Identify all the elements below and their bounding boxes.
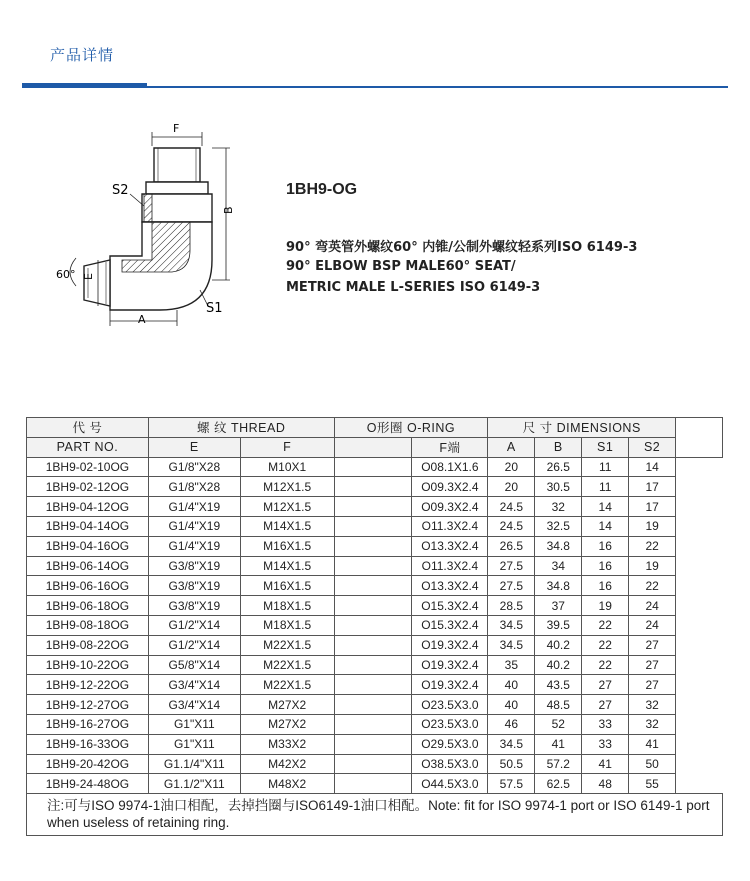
cell-dim-s1: 11 — [582, 477, 629, 497]
label-angle: 60° — [56, 268, 76, 281]
cell-dim-b: 34.8 — [535, 536, 582, 556]
cell-part-no: 1BH9-06-16OG — [27, 576, 149, 596]
cell-dim-b: 32 — [535, 497, 582, 517]
cell-oring — [334, 615, 412, 635]
table-row — [27, 695, 723, 715]
cell-thread-e: G3/8"X19 — [148, 596, 240, 616]
cell-dim-b: 34 — [535, 556, 582, 576]
cell-oring — [334, 516, 412, 536]
cell-thread-e: G1"X11 — [148, 714, 240, 734]
cell-part-no: 1BH9-24-48OG — [27, 774, 149, 794]
cell-oring — [334, 774, 412, 794]
header-thread: 螺 纹 THREAD — [148, 418, 334, 438]
cell-part-no: 1BH9-12-27OG — [27, 695, 149, 715]
cell-oring — [334, 576, 412, 596]
cell-thread-e: G1/8"X28 — [148, 477, 240, 497]
cell-dim-s2: 19 — [629, 516, 676, 536]
cell-dim-s1: 22 — [582, 635, 629, 655]
cell-dim-s2: 22 — [629, 536, 676, 556]
cell-thread-f: M16X1.5 — [240, 536, 334, 556]
cell-oring — [334, 675, 412, 695]
cell-part-no: 1BH9-06-18OG — [27, 596, 149, 616]
cell-dim-b: 37 — [535, 596, 582, 616]
table-row — [27, 457, 723, 477]
cell-thread-f: M27X2 — [240, 714, 334, 734]
cell-oring — [334, 714, 412, 734]
cell-oring — [334, 635, 412, 655]
cell-oring-f-end: O19.3X2.4 — [412, 635, 488, 655]
cell-thread-e: G1/4"X19 — [148, 497, 240, 517]
cell-dim-s1: 41 — [582, 754, 629, 774]
cell-dim-s1: 11 — [582, 457, 629, 477]
table-row — [27, 774, 723, 794]
cell-dim-s2: 14 — [629, 457, 676, 477]
cell-oring — [334, 655, 412, 675]
cell-dim-s1: 16 — [582, 536, 629, 556]
cell-oring — [334, 754, 412, 774]
cell-oring-f-end: O19.3X2.4 — [412, 655, 488, 675]
cell-thread-f: M16X1.5 — [240, 576, 334, 596]
cell-thread-f: M27X2 — [240, 695, 334, 715]
cell-thread-e: G5/8"X14 — [148, 655, 240, 675]
header-s1: S1 — [582, 437, 629, 457]
cell-oring — [334, 536, 412, 556]
cell-thread-f: M22X1.5 — [240, 675, 334, 695]
cell-thread-f: M10X1 — [240, 457, 334, 477]
cell-dim-s2: 32 — [629, 695, 676, 715]
product-desc-cn: 90° 弯英管外螺纹60° 内锥/公制外螺纹轻系列ISO 6149-3 — [286, 240, 638, 255]
label-e: E — [82, 273, 95, 280]
cell-dim-a: 27.5 — [488, 556, 535, 576]
label-a: A — [138, 313, 146, 326]
table-row — [27, 556, 723, 576]
cell-dim-s2: 50 — [629, 754, 676, 774]
cell-dim-s2: 19 — [629, 556, 676, 576]
cell-part-no: 1BH9-06-14OG — [27, 556, 149, 576]
table-row — [27, 734, 723, 754]
cell-dim-a: 20 — [488, 457, 535, 477]
header-s2: S2 — [629, 437, 676, 457]
cell-oring — [334, 497, 412, 517]
cell-dim-b: 32.5 — [535, 516, 582, 536]
table-row — [27, 596, 723, 616]
cell-dim-s2: 24 — [629, 615, 676, 635]
cell-dim-s1: 19 — [582, 596, 629, 616]
cell-thread-f: M33X2 — [240, 734, 334, 754]
header-b: B — [535, 437, 582, 457]
cell-dim-a: 46 — [488, 714, 535, 734]
cell-thread-e: G3/8"X19 — [148, 576, 240, 596]
cell-dim-a: 34.5 — [488, 615, 535, 635]
cell-thread-f: M22X1.5 — [240, 635, 334, 655]
header-oring-blank — [334, 437, 412, 457]
table-row — [27, 615, 723, 635]
cell-oring-f-end: O23.5X3.0 — [412, 695, 488, 715]
cell-dim-a: 24.5 — [488, 497, 535, 517]
cell-dim-s1: 16 — [582, 576, 629, 596]
table-row — [27, 655, 723, 675]
cell-oring-f-end: O08.1X1.6 — [412, 457, 488, 477]
cell-thread-e: G1.1/2"X11 — [148, 774, 240, 794]
cell-dim-b: 40.2 — [535, 635, 582, 655]
cell-dim-b: 34.8 — [535, 576, 582, 596]
cell-oring — [334, 596, 412, 616]
cell-dim-b: 26.5 — [535, 457, 582, 477]
cell-dim-s1: 33 — [582, 734, 629, 754]
cell-part-no: 1BH9-02-12OG — [27, 477, 149, 497]
cell-oring — [334, 477, 412, 497]
header-part-no: PART NO. — [27, 437, 149, 457]
table-row — [27, 497, 723, 517]
cell-oring-f-end: O15.3X2.4 — [412, 615, 488, 635]
cell-thread-e: G1/2"X14 — [148, 615, 240, 635]
cell-oring-f-end: O09.3X2.4 — [412, 497, 488, 517]
header-code-cn: 代 号 — [27, 418, 149, 438]
header-oring: O形圈 O-RING — [334, 418, 488, 438]
cell-dim-a: 20 — [488, 477, 535, 497]
cell-thread-e: G1/2"X14 — [148, 635, 240, 655]
cell-dim-a: 28.5 — [488, 596, 535, 616]
cell-thread-e: G1/4"X19 — [148, 516, 240, 536]
cell-dim-b: 30.5 — [535, 477, 582, 497]
cell-part-no: 1BH9-02-10OG — [27, 457, 149, 477]
cell-thread-e: G1/8"X28 — [148, 457, 240, 477]
cell-oring — [334, 695, 412, 715]
header-a: A — [488, 437, 535, 457]
cell-dim-b: 48.5 — [535, 695, 582, 715]
page-title: 产品详情 — [50, 46, 115, 64]
cell-part-no: 1BH9-04-12OG — [27, 497, 149, 517]
table-row — [27, 477, 723, 497]
table-row — [27, 576, 723, 596]
cell-thread-f: M18X1.5 — [240, 615, 334, 635]
cell-dim-s2: 17 — [629, 497, 676, 517]
cell-dim-s1: 33 — [582, 714, 629, 734]
table-row — [27, 516, 723, 536]
cell-oring-f-end: O38.5X3.0 — [412, 754, 488, 774]
header-active-underline — [22, 83, 147, 88]
cell-part-no: 1BH9-08-18OG — [27, 615, 149, 635]
cell-part-no: 1BH9-04-16OG — [27, 536, 149, 556]
cell-dim-b: 62.5 — [535, 774, 582, 794]
cell-dim-s1: 14 — [582, 516, 629, 536]
cell-thread-f: M12X1.5 — [240, 497, 334, 517]
cell-part-no: 1BH9-10-22OG — [27, 655, 149, 675]
blank-column — [676, 418, 723, 458]
cell-dim-s1: 27 — [582, 675, 629, 695]
cell-dim-a: 35 — [488, 655, 535, 675]
cell-dim-s2: 17 — [629, 477, 676, 497]
table-row — [27, 714, 723, 734]
cell-oring-f-end: O09.3X2.4 — [412, 477, 488, 497]
cell-oring-f-end: O29.5X3.0 — [412, 734, 488, 754]
cell-thread-e: G3/4"X14 — [148, 695, 240, 715]
cell-dim-a: 26.5 — [488, 536, 535, 556]
cell-dim-s2: 27 — [629, 655, 676, 675]
cell-dim-b: 41 — [535, 734, 582, 754]
cell-oring-f-end: O13.3X2.4 — [412, 536, 488, 556]
label-s2: S2 — [112, 183, 129, 198]
cell-dim-s1: 14 — [582, 497, 629, 517]
cell-dim-b: 39.5 — [535, 615, 582, 635]
cell-oring-f-end: O11.3X2.4 — [412, 556, 488, 576]
cell-part-no: 1BH9-16-27OG — [27, 714, 149, 734]
cell-dim-b: 57.2 — [535, 754, 582, 774]
cell-dim-a: 24.5 — [488, 516, 535, 536]
elbow-fitting-drawing — [40, 110, 270, 340]
product-desc-en-2: METRIC MALE L-SERIES ISO 6149-3 — [286, 280, 541, 295]
cell-dim-a: 40 — [488, 695, 535, 715]
cell-dim-s1: 22 — [582, 655, 629, 675]
cell-dim-s1: 48 — [582, 774, 629, 794]
cell-dim-a: 27.5 — [488, 576, 535, 596]
product-desc-en-1: 90° ELBOW BSP MALE60° SEAT/ — [286, 259, 516, 274]
cell-dim-s1: 22 — [582, 615, 629, 635]
cell-thread-f: M48X2 — [240, 774, 334, 794]
cell-thread-f: M22X1.5 — [240, 655, 334, 675]
cell-dim-s2: 32 — [629, 714, 676, 734]
label-b: B — [222, 206, 235, 214]
cell-dim-a: 34.5 — [488, 734, 535, 754]
label-s1: S1 — [206, 301, 223, 316]
cell-dim-a: 40 — [488, 675, 535, 695]
cell-thread-e: G1.1/4"X11 — [148, 754, 240, 774]
cell-thread-e: G3/4"X14 — [148, 675, 240, 695]
cell-dim-b: 40.2 — [535, 655, 582, 675]
cell-dim-a: 34.5 — [488, 635, 535, 655]
cell-part-no: 1BH9-08-22OG — [27, 635, 149, 655]
table-row — [27, 754, 723, 774]
cell-dim-a: 57.5 — [488, 774, 535, 794]
cell-dim-s2: 55 — [629, 774, 676, 794]
cell-part-no: 1BH9-04-14OG — [27, 516, 149, 536]
table-row — [27, 536, 723, 556]
table-note: 注:可与ISO 9974-1油口相配，去掉挡圈与ISO6149-1油口相配。Note: fit for ISO 9974-1 port or ISO 6149-1 port when useless of retaining ring. — [27, 794, 723, 836]
cell-dim-s2: 27 — [629, 635, 676, 655]
cell-thread-e: G3/8"X19 — [148, 556, 240, 576]
cell-dim-b: 52 — [535, 714, 582, 734]
cell-dim-s2: 41 — [629, 734, 676, 754]
cell-dim-s2: 24 — [629, 596, 676, 616]
cell-part-no: 1BH9-20-42OG — [27, 754, 149, 774]
cell-thread-e: G1/4"X19 — [148, 536, 240, 556]
cell-oring-f-end: O44.5X3.0 — [412, 774, 488, 794]
cell-thread-f: M18X1.5 — [240, 596, 334, 616]
cell-oring — [334, 457, 412, 477]
cell-thread-f: M42X2 — [240, 754, 334, 774]
header-f-end: F端 — [412, 437, 488, 457]
cell-dim-s1: 16 — [582, 556, 629, 576]
header-f: F — [240, 437, 334, 457]
cell-thread-e: G1"X11 — [148, 734, 240, 754]
header-e: E — [148, 437, 240, 457]
spec-table — [26, 417, 723, 836]
cell-dim-a: 50.5 — [488, 754, 535, 774]
cell-thread-f: M14X1.5 — [240, 556, 334, 576]
cell-oring — [334, 734, 412, 754]
cell-oring — [334, 556, 412, 576]
header-dimensions: 尺 寸 DIMENSIONS — [488, 418, 676, 438]
cell-oring-f-end: O11.3X2.4 — [412, 516, 488, 536]
cell-dim-s2: 22 — [629, 576, 676, 596]
cell-thread-f: M14X1.5 — [240, 516, 334, 536]
cell-thread-f: M12X1.5 — [240, 477, 334, 497]
cell-oring-f-end: O23.5X3.0 — [412, 714, 488, 734]
cell-part-no: 1BH9-12-22OG — [27, 675, 149, 695]
cell-dim-b: 43.5 — [535, 675, 582, 695]
cell-part-no: 1BH9-16-33OG — [27, 734, 149, 754]
cell-oring-f-end: O13.3X2.4 — [412, 576, 488, 596]
product-model: 1BH9-OG — [286, 181, 358, 198]
table-row — [27, 635, 723, 655]
cell-dim-s1: 27 — [582, 695, 629, 715]
cell-oring-f-end: O15.3X2.4 — [412, 596, 488, 616]
cell-oring-f-end: O19.3X2.4 — [412, 675, 488, 695]
cell-dim-s2: 27 — [629, 675, 676, 695]
label-f: F — [173, 122, 180, 135]
table-row — [27, 675, 723, 695]
